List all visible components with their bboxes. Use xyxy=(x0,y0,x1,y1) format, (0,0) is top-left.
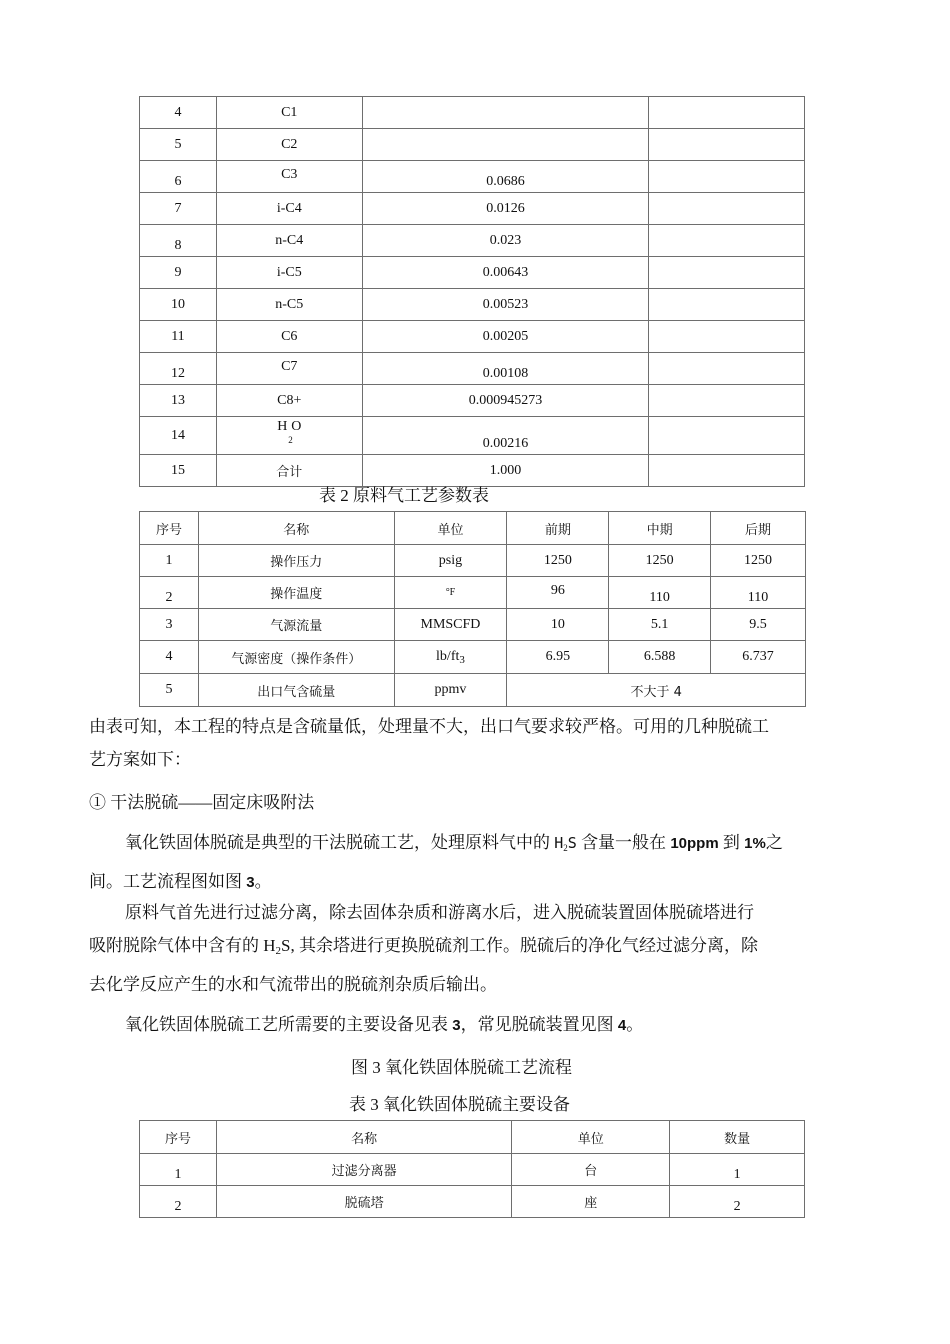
param-name: 气源流量 xyxy=(198,609,394,641)
value-mid: 110 xyxy=(609,577,711,609)
text-span: ，常见脱硫装置见图 xyxy=(460,1015,618,1034)
value-early: 96 xyxy=(507,577,609,609)
value-late: 6.737 xyxy=(711,641,806,674)
param-name: 出口气含硫量 xyxy=(198,674,394,707)
text-span: 之 xyxy=(765,833,783,852)
text-line xyxy=(89,929,859,968)
param-unit: °F xyxy=(394,577,507,609)
row-no: 10 xyxy=(140,289,217,321)
text-span: 到 xyxy=(718,833,745,852)
mole-fraction: 0.00216 xyxy=(362,417,649,455)
component-name-h2o xyxy=(216,417,362,455)
percentage-value: 1% xyxy=(744,835,766,852)
empty-cell xyxy=(649,385,805,417)
header-unit: 单位 xyxy=(512,1121,670,1154)
empty-cell xyxy=(649,129,805,161)
table2-caption: 表 2 原料气工艺参数表 xyxy=(319,486,489,505)
formula-subscript: 2 xyxy=(563,843,568,853)
mole-fraction xyxy=(362,97,649,129)
empty-cell xyxy=(649,417,805,455)
value-mid: 6.588 xyxy=(609,641,711,674)
text-span: 含量一般在 xyxy=(576,833,671,852)
component-name: C1 xyxy=(216,97,362,129)
value-early: 10 xyxy=(507,609,609,641)
value-mid: 1250 xyxy=(609,545,711,577)
text-line: 去化学反应产生的水和气流带出的脱硫剂杂质后输出。 xyxy=(89,975,497,994)
mole-fraction: 0.023 xyxy=(362,225,649,257)
row-no: 2 xyxy=(140,577,199,609)
mole-fraction: 0.00523 xyxy=(362,289,649,321)
formula-h: H xyxy=(554,834,564,852)
table-number: 3 xyxy=(452,1017,461,1034)
param-name: 操作温度 xyxy=(198,577,394,609)
table3-caption: 表 3 氧化铁固体脱硫主要设备 xyxy=(349,1095,570,1114)
param-unit: MMSCFD xyxy=(394,609,507,641)
mole-fraction: 0.0686 xyxy=(362,161,649,193)
param-unit xyxy=(394,641,507,674)
feed-gas-parameter-table xyxy=(139,511,806,707)
header-early: 前期 xyxy=(507,512,609,545)
row-no: 13 xyxy=(140,385,217,417)
figure-number: 3 xyxy=(246,874,255,891)
text-line xyxy=(89,826,859,865)
equipment-name: 脱硫塔 xyxy=(216,1186,512,1218)
param-name: 操作压力 xyxy=(198,545,394,577)
component-name: 合计 xyxy=(216,455,362,487)
row-no: 14 xyxy=(140,417,217,455)
text-span: 吸附脱除气体中含有的 H xyxy=(89,936,276,955)
merged-limit-value: 不大于 4 xyxy=(507,674,806,707)
unit-subscript: 3 xyxy=(459,653,465,666)
row-no: 3 xyxy=(140,609,199,641)
component-name: n-C4 xyxy=(216,225,362,257)
row-no: 5 xyxy=(140,129,217,161)
value-late: 1250 xyxy=(711,545,806,577)
component-name: C2 xyxy=(216,129,362,161)
mole-fraction: 0.00108 xyxy=(362,353,649,385)
param-unit: psig xyxy=(394,545,507,577)
value-early: 1250 xyxy=(507,545,609,577)
empty-cell xyxy=(649,353,805,385)
empty-cell xyxy=(649,257,805,289)
header-late: 后期 xyxy=(711,512,806,545)
equipment-name: 过滤分离器 xyxy=(216,1154,512,1186)
paragraph-equipment xyxy=(89,1008,859,1042)
header-name: 名称 xyxy=(198,512,394,545)
component-name: C6 xyxy=(216,321,362,353)
row-no: 9 xyxy=(140,257,217,289)
equipment-qty: 1 xyxy=(670,1154,805,1186)
empty-cell xyxy=(649,455,805,487)
formula-o: O xyxy=(291,419,302,434)
equipment-unit: 座 xyxy=(512,1186,670,1218)
row-no: 4 xyxy=(140,641,199,674)
section-heading-dry-desulfurization: ① 干法脱硫——固定床吸附法 xyxy=(89,793,315,812)
header-unit: 单位 xyxy=(394,512,507,545)
row-no: 5 xyxy=(140,674,199,707)
text-line: 由表可知，本工程的特点是含硫量低，处理量不大，出口气要求较严格。可用的几种脱硫工 xyxy=(89,717,769,736)
mole-fraction: 1.000 xyxy=(362,455,649,487)
mole-fraction: 0.00205 xyxy=(362,321,649,353)
value-late: 110 xyxy=(711,577,806,609)
text-span: S, 其余塔进行更换脱硫剂工作。脱硫后的净化气经过滤分离，除 xyxy=(281,936,758,955)
mole-fraction: 0.000945273 xyxy=(362,385,649,417)
figure3-caption: 图 3 氧化铁固体脱硫工艺流程 xyxy=(351,1058,572,1077)
text-span: 。 xyxy=(254,872,272,891)
concentration-value: 10ppm xyxy=(670,835,719,852)
text-line: 原料气首先进行过滤分离，除去固体杂质和游离水后，进入脱硫装置固体脱硫塔进行 xyxy=(125,903,754,922)
component-name: C7 xyxy=(216,353,362,385)
row-no: 4 xyxy=(140,97,217,129)
row-no: 11 xyxy=(140,321,217,353)
row-no: 6 xyxy=(140,161,217,193)
param-unit: ppmv xyxy=(394,674,507,707)
unit-base: lb/ft xyxy=(436,648,460,664)
text-line xyxy=(89,1008,859,1042)
empty-cell xyxy=(649,97,805,129)
row-no: 12 xyxy=(140,353,217,385)
paragraph-intro xyxy=(89,710,859,776)
param-name: 气源密度（操作条件） xyxy=(198,641,394,674)
empty-cell xyxy=(649,225,805,257)
formula-h: H xyxy=(277,419,288,434)
equipment-unit: 台 xyxy=(512,1154,670,1186)
row-no: 1 xyxy=(140,1154,217,1186)
row-no: 8 xyxy=(140,225,217,257)
text-span: 氧化铁固体脱硫是典型的干法脱硫工艺，处理原料气中的 xyxy=(125,833,555,852)
composition-table xyxy=(139,96,805,487)
row-no: 1 xyxy=(140,545,199,577)
empty-cell xyxy=(649,289,805,321)
text-span: 。 xyxy=(626,1015,644,1034)
header-qty: 数量 xyxy=(670,1121,805,1154)
component-name: C8+ xyxy=(216,385,362,417)
component-name: C3 xyxy=(216,161,362,193)
component-name: n-C5 xyxy=(216,289,362,321)
component-name: i-C5 xyxy=(216,257,362,289)
row-no: 15 xyxy=(140,455,217,487)
value-mid: 5.1 xyxy=(609,609,711,641)
component-name: i-C4 xyxy=(216,193,362,225)
formula-subscript: 2 xyxy=(288,435,293,445)
text-span: 氧化铁固体脱硫工艺所需要的主要设备见表 xyxy=(125,1015,453,1034)
text-line: 艺方案如下： xyxy=(89,750,191,769)
mole-fraction: 0.00643 xyxy=(362,257,649,289)
paragraph-iron-oxide xyxy=(89,826,859,899)
mole-fraction xyxy=(362,129,649,161)
text-line xyxy=(89,865,859,899)
figure-number: 4 xyxy=(617,1017,627,1034)
header-name: 名称 xyxy=(216,1121,512,1154)
text-span: 间。工艺流程图如图 xyxy=(89,872,247,891)
header-mid: 中期 xyxy=(609,512,711,545)
empty-cell xyxy=(649,161,805,193)
value-late: 9.5 xyxy=(711,609,806,641)
equipment-qty: 2 xyxy=(670,1186,805,1218)
formula-subscript: 2 xyxy=(275,945,282,957)
equipment-table xyxy=(139,1120,805,1218)
formula-s: S xyxy=(567,834,577,852)
mole-fraction: 0.0126 xyxy=(362,193,649,225)
empty-cell xyxy=(649,193,805,225)
header-no: 序号 xyxy=(140,1121,217,1154)
row-no: 2 xyxy=(140,1186,217,1218)
header-no: 序号 xyxy=(140,512,199,545)
empty-cell xyxy=(649,321,805,353)
paragraph-process xyxy=(89,896,859,1001)
row-no: 7 xyxy=(140,193,217,225)
value-early: 6.95 xyxy=(507,641,609,674)
